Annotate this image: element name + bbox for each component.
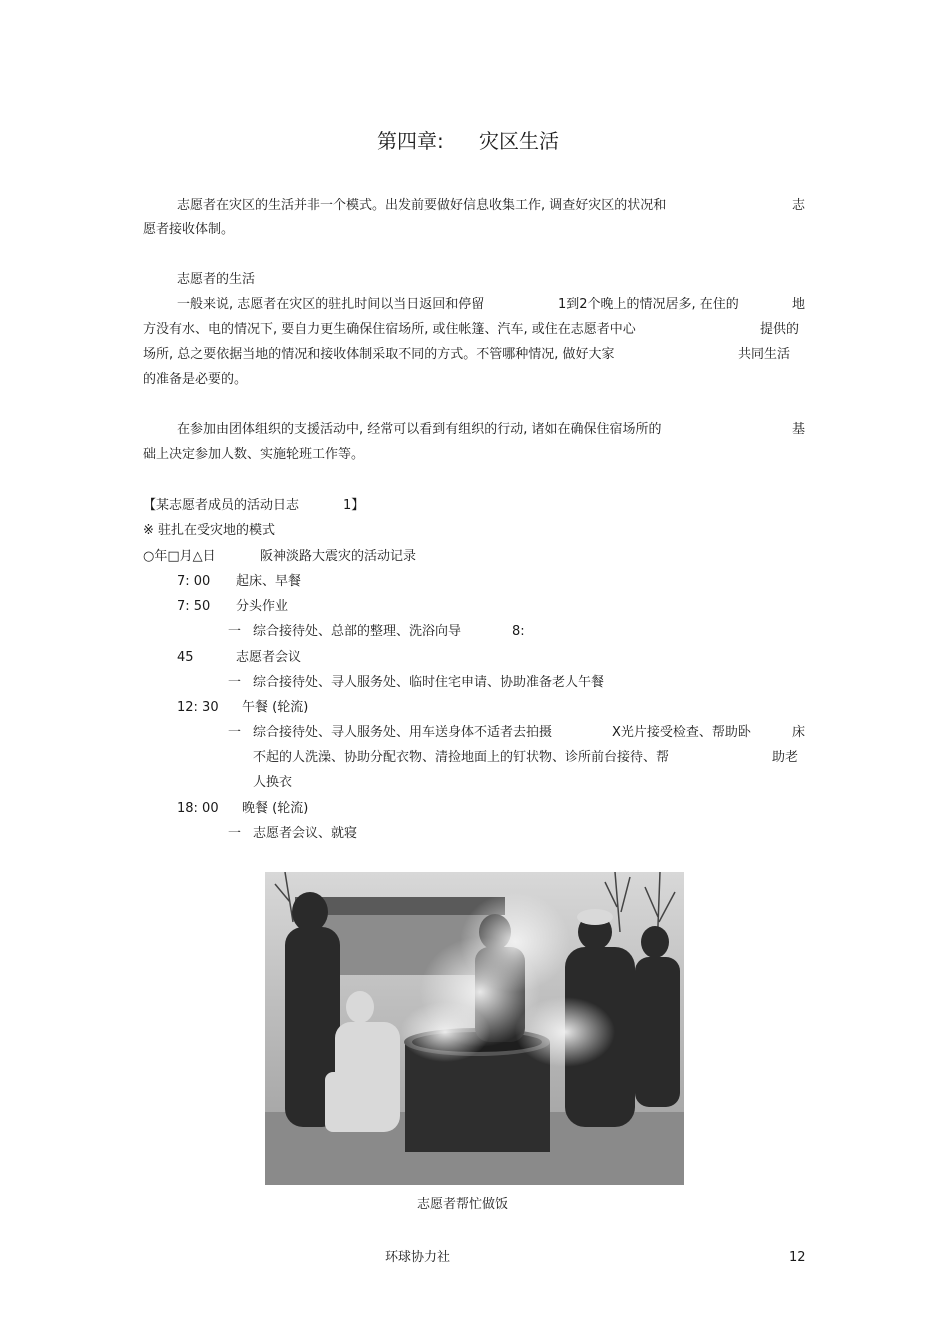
p1-line3a: 场所, 总之要依据当地的情况和接收体制采取不同的方式。不管哪种情况, 做好大家 bbox=[143, 347, 615, 362]
log-date-desc: 阪神淡路大震灾的活动记录 bbox=[260, 549, 417, 564]
p1-line3b: 共同生活 bbox=[738, 347, 791, 362]
p2-line2: 础上决定参加人数、实施轮班工作等。 bbox=[143, 447, 365, 462]
p1-line1b: 1到2个晚上的情况居多, 在住的 bbox=[558, 297, 739, 312]
log-mode: ※ 驻扎在受灾地的模式 bbox=[143, 523, 276, 538]
intro-line1: 志愿者在灾区的生活并非一个模式。出发前要做好信息收集工作, 调查好灾区的状况和 bbox=[177, 198, 667, 213]
log-detail-2: 综合接待处、总部的整理、洗浴向导 bbox=[253, 624, 462, 639]
log-detail-4-line1a: 综合接待处、寻人服务处、用车送身体不适者去拍摄 bbox=[253, 725, 553, 740]
log-header-num: 1】 bbox=[343, 498, 365, 513]
log-time-4: 12: 30 bbox=[177, 700, 219, 715]
log-time-3a: 8: bbox=[512, 624, 525, 639]
p1-line2b: 提供的 bbox=[760, 322, 800, 337]
log-dash-3: 一 bbox=[228, 675, 242, 690]
p1-line4: 的准备是必要的。 bbox=[143, 372, 248, 387]
log-detail-4-line1b: X光片接受检查、帮助卧 bbox=[612, 725, 751, 740]
footer-publisher: 环球协力社 bbox=[385, 1250, 451, 1265]
log-event-5: 晚餐 (轮流) bbox=[242, 801, 309, 816]
log-event-3: 志愿者会议 bbox=[236, 650, 302, 665]
log-dash-4: 一 bbox=[228, 725, 242, 740]
volunteer-cooking-photo bbox=[265, 872, 684, 1185]
intro-line1-end: 志 bbox=[792, 198, 806, 213]
chapter-title: 灾区生活 bbox=[479, 129, 559, 153]
log-date: ○年□月△日 bbox=[143, 549, 216, 564]
log-time-5: 18: 00 bbox=[177, 801, 219, 816]
log-header: 【某志愿者成员的活动日志 bbox=[143, 498, 300, 513]
log-detail-3: 综合接待处、寻人服务处、临时住宅申请、协助准备老人午餐 bbox=[253, 675, 605, 690]
log-time-3b: 45 bbox=[177, 650, 194, 665]
log-dash-5: 一 bbox=[228, 826, 242, 841]
intro-line2: 愿者接收体制。 bbox=[143, 222, 235, 237]
log-time-2: 7: 50 bbox=[177, 599, 211, 614]
log-time-1: 7: 00 bbox=[177, 574, 211, 589]
log-detail-5: 志愿者会议、就寝 bbox=[253, 826, 358, 841]
p1-line2a: 方没有水、电的情况下, 要自力更生确保住宿场所, 或住帐篷、汽车, 或住在志愿者中心 bbox=[143, 322, 636, 337]
p1-line1c: 地 bbox=[792, 297, 806, 312]
log-detail-4-line2b: 助老 bbox=[772, 750, 799, 765]
log-event-1: 起床、早餐 bbox=[236, 574, 302, 589]
chapter-label: 第四章: bbox=[377, 129, 444, 153]
log-event-4: 午餐 (轮流) bbox=[242, 700, 309, 715]
log-detail-4-line2a: 不起的人洗澡、协助分配衣物、清捡地面上的钉状物、诊所前台接待、帮 bbox=[253, 750, 670, 765]
p2-line1b: 基 bbox=[792, 422, 806, 437]
log-event-2: 分头作业 bbox=[236, 599, 289, 614]
section-heading: 志愿者的生活 bbox=[177, 272, 256, 287]
log-dash-2: 一 bbox=[228, 624, 242, 639]
page-number: 12 bbox=[789, 1250, 806, 1265]
p2-line1a: 在参加由团体组织的支援活动中, 经常可以看到有组织的行动, 诸如在确保住宿场所的 bbox=[177, 422, 662, 437]
log-detail-4-line3: 人换衣 bbox=[253, 775, 293, 790]
log-detail-4-line1c: 床 bbox=[792, 725, 806, 740]
p1-line1a: 一般来说, 志愿者在灾区的驻扎时间以当日返回和停留 bbox=[177, 297, 485, 312]
photo-caption: 志愿者帮忙做饭 bbox=[417, 1197, 509, 1212]
